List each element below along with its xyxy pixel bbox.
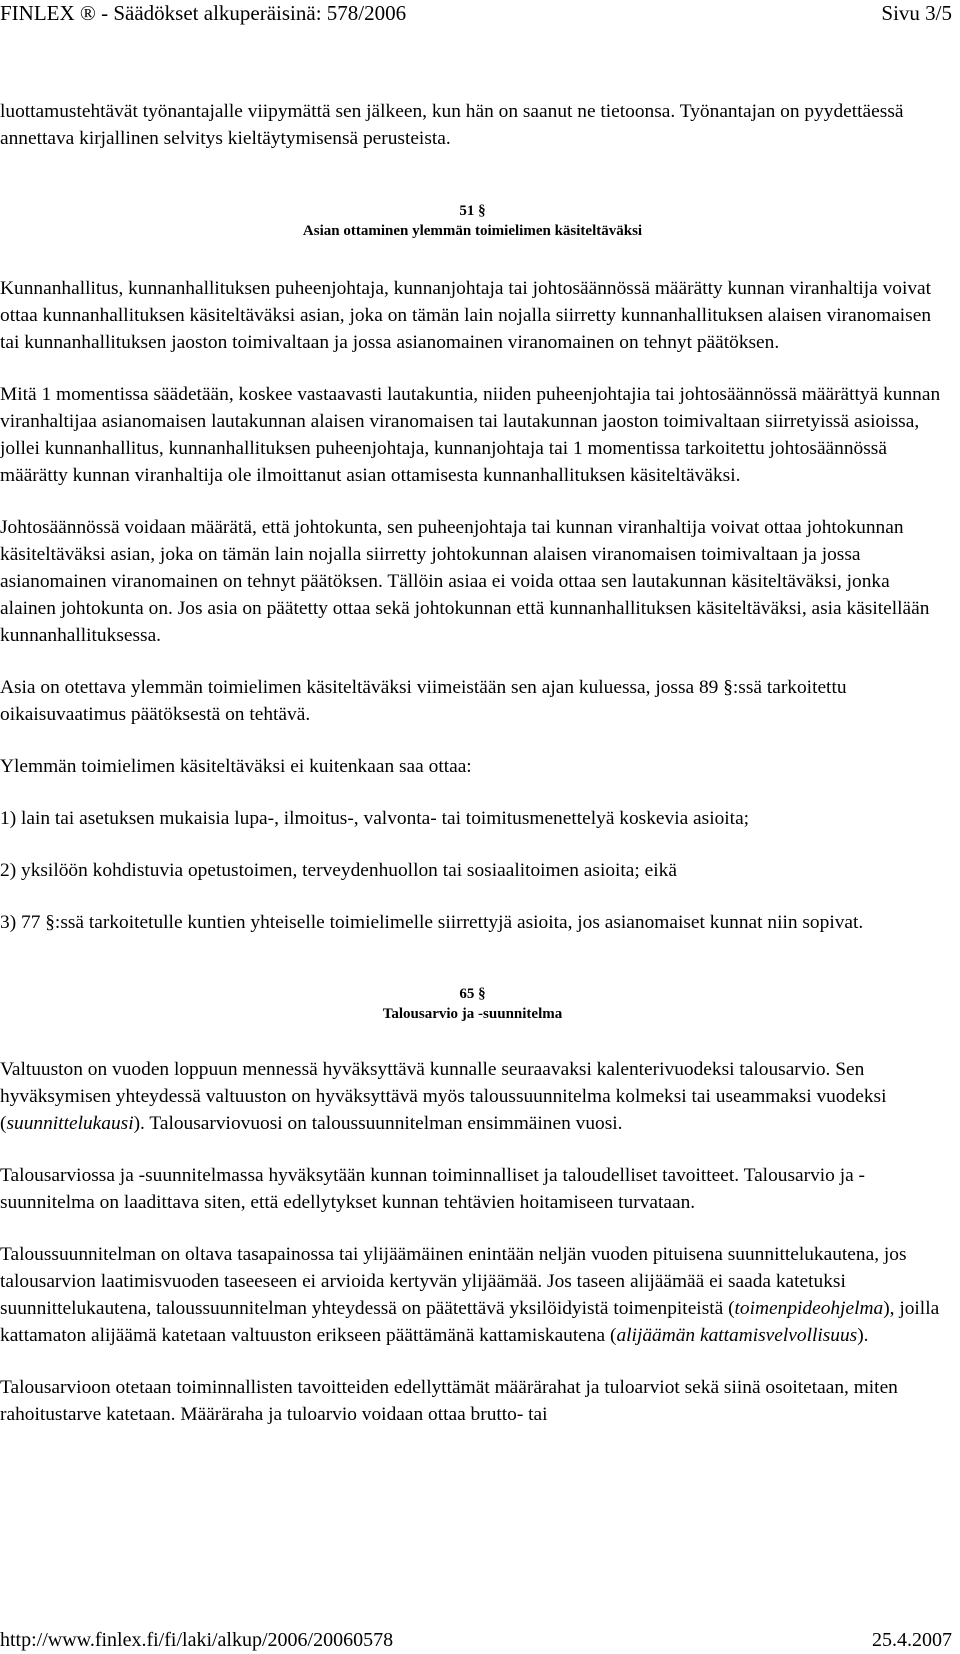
defined-term: alijäämän kattamisvelvollisuus bbox=[616, 1325, 858, 1346]
paragraph: Mitä 1 momentissa säädetään, koskee vastaavasti lautakuntia, niiden puheenjohtajia tai johtosäännössä määrättyä kunnan viranhaltijaa asianomaisen lautakunnan alaisen viranomaisen tai lautakunnan jaoston toimivaltaan siirretyissä asioissa, jollei kunnanhallitus, kunnanhallituksen puheenjohtaja, kunnanjohtaja tai 1 momentissa tarkoitettu johtosäännössä määrätty kunnan viranhaltija ole ilmoittanut asian ottamisesta kunnanhallituksen käsiteltäväksi. bbox=[0, 384, 941, 486]
print-date: 25.4.2007 bbox=[872, 1629, 952, 1651]
intro-paragraph: luottamustehtävät työnantajalle viipymättä sen jälkeen, kun hän on saanut ne tietoonsa. Työnantajan on pyydettäessä annettava kirjallinen selvitys kieltäytymisensä perusteista. bbox=[0, 101, 904, 149]
paragraph: Johtosäännössä voidaan määrätä, että johtokunta, sen puheenjohtaja tai kunnan viranhaltija voivat ottaa johtokunnan käsiteltäväksi asian, joka on tämän lain nojalla siirretty johtokunnan alaisen viranomaisen toimivaltaan ja jossa asianomainen viranomainen on tehnyt päätöksen. Tällöin asiaa ei voida ottaa sen lautakunnan käsiteltäväksi, jonka alainen johtokunta on. Jos asia on päätetty ottaa sekä johtokunnan että kunnanhallituksen käsiteltäväksi, asia käsitellään kunnanhallituksessa. bbox=[0, 517, 930, 646]
paragraph: Taloussuunnitelman on oltava tasapainossa tai ylijäämäinen enintään neljän vuoden pituisena suunnittelukautena, jos talousarvion laatimisvuoden taseeseen ei arvioida kertyvän ylijäämää. Jos taseen alijäämää ei saada katetuksi suunnittelukautena, taloussuunnitelman yhteydessä on päätettävä yksilöidyistä toimenpiteistä (toimenpideohjelma), joilla kattamaton alijäämä katetaan valtuuston erikseen päättämänä kattamiskautena (alijäämän kattamisvelvollisuus). bbox=[0, 1244, 940, 1346]
paragraph: Talousarviossa ja -suunnitelmassa hyväksytään kunnan toiminnalliset ja taloudelliset tavoitteet. Talousarvio ja -suunnitelma on laadittava siten, että edellytykset kunnan tehtävien hoitamiseen turvataan. bbox=[0, 1165, 865, 1213]
paragraph: Talousarvioon otetaan toiminnallisten tavoitteiden edellyttämät määrärahat ja tuloarviot sekä siinä osoitetaan, miten rahoitustarve katetaan. Määräraha ja tuloarvio voidaan ottaa brutto- tai bbox=[0, 1377, 898, 1425]
page-header bbox=[0, 0, 952, 30]
list-item: 1) lain tai asetuksen mukaisia lupa-, ilmoitus-, valvonta- tai toimitusmenettelyä koskevia asioita; bbox=[0, 808, 750, 829]
paragraph: Valtuuston on vuoden loppuun mennessä hyväksyttävä kunnalle seuraavaksi kalenterivuodeksi talousarvio. Sen hyväksymisen yhteydessä valtuuston on hyväksyttävä myös taloussuunnitelma kolmeksi tai useammaksi vuodeksi (suunnittelukausi). Talousarviovuosi on taloussuunnitelman ensimmäinen vuosi. bbox=[0, 1059, 887, 1134]
list-item: 3) 77 §:ssä tarkoitetulle kuntien yhteiselle toimielimelle siirrettyjä asioita, jos asianomaiset kunnat niin sopivat. bbox=[0, 912, 864, 933]
source-url: http://www.finlex.fi/fi/laki/alkup/2006/20060578 bbox=[0, 1629, 394, 1651]
document-title: FINLEX ® - Säädökset alkuperäisinä: 578/2006 bbox=[0, 1, 407, 25]
section-65-heading bbox=[0, 984, 945, 1024]
section-51-heading bbox=[0, 201, 945, 241]
paragraph: Kunnanhallitus, kunnanhallituksen puheenjohtaja, kunnanjohtaja tai johtosäännössä määrätty kunnan viranhaltija voivat ottaa kunnanhallituksen käsiteltäväksi asian, joka on tämän lain nojalla siirretty kunnanhallituksen alaisen viranomaisen tai kunnanhallituksen jaoston toimivaltaan ja jossa asianomainen viranomainen on tehnyt päätöksen. bbox=[0, 278, 932, 353]
paragraph: Ylemmän toimielimen käsiteltäväksi ei kuitenkaan saa ottaa: bbox=[0, 756, 472, 777]
defined-term: suunnittelukausi bbox=[6, 1113, 134, 1134]
list-item: 2) yksilöön kohdistuvia opetustoimen, terveydenhuollon tai sosiaalitoimen asioita; eikä bbox=[0, 860, 677, 881]
section-number: 51 § bbox=[459, 203, 486, 219]
paragraph: Asia on otettava ylemmän toimielimen käsiteltäväksi viimeistään sen ajan kuluessa, jossa 89 §:ssä tarkoitettu oikaisuvaatimus päätöksestä on tehtävä. bbox=[0, 677, 847, 725]
section-title: Talousarvio ja -suunnitelma bbox=[382, 1006, 563, 1022]
section-number: 65 § bbox=[459, 986, 486, 1002]
page-footer bbox=[0, 1627, 952, 1654]
section-title: Asian ottaminen ylemmän toimielimen käsiteltäväksi bbox=[302, 223, 643, 239]
page-number: Sivu 3/5 bbox=[881, 1, 952, 25]
defined-term: toimenpideohjelma bbox=[734, 1298, 884, 1319]
document-body bbox=[0, 98, 945, 1428]
